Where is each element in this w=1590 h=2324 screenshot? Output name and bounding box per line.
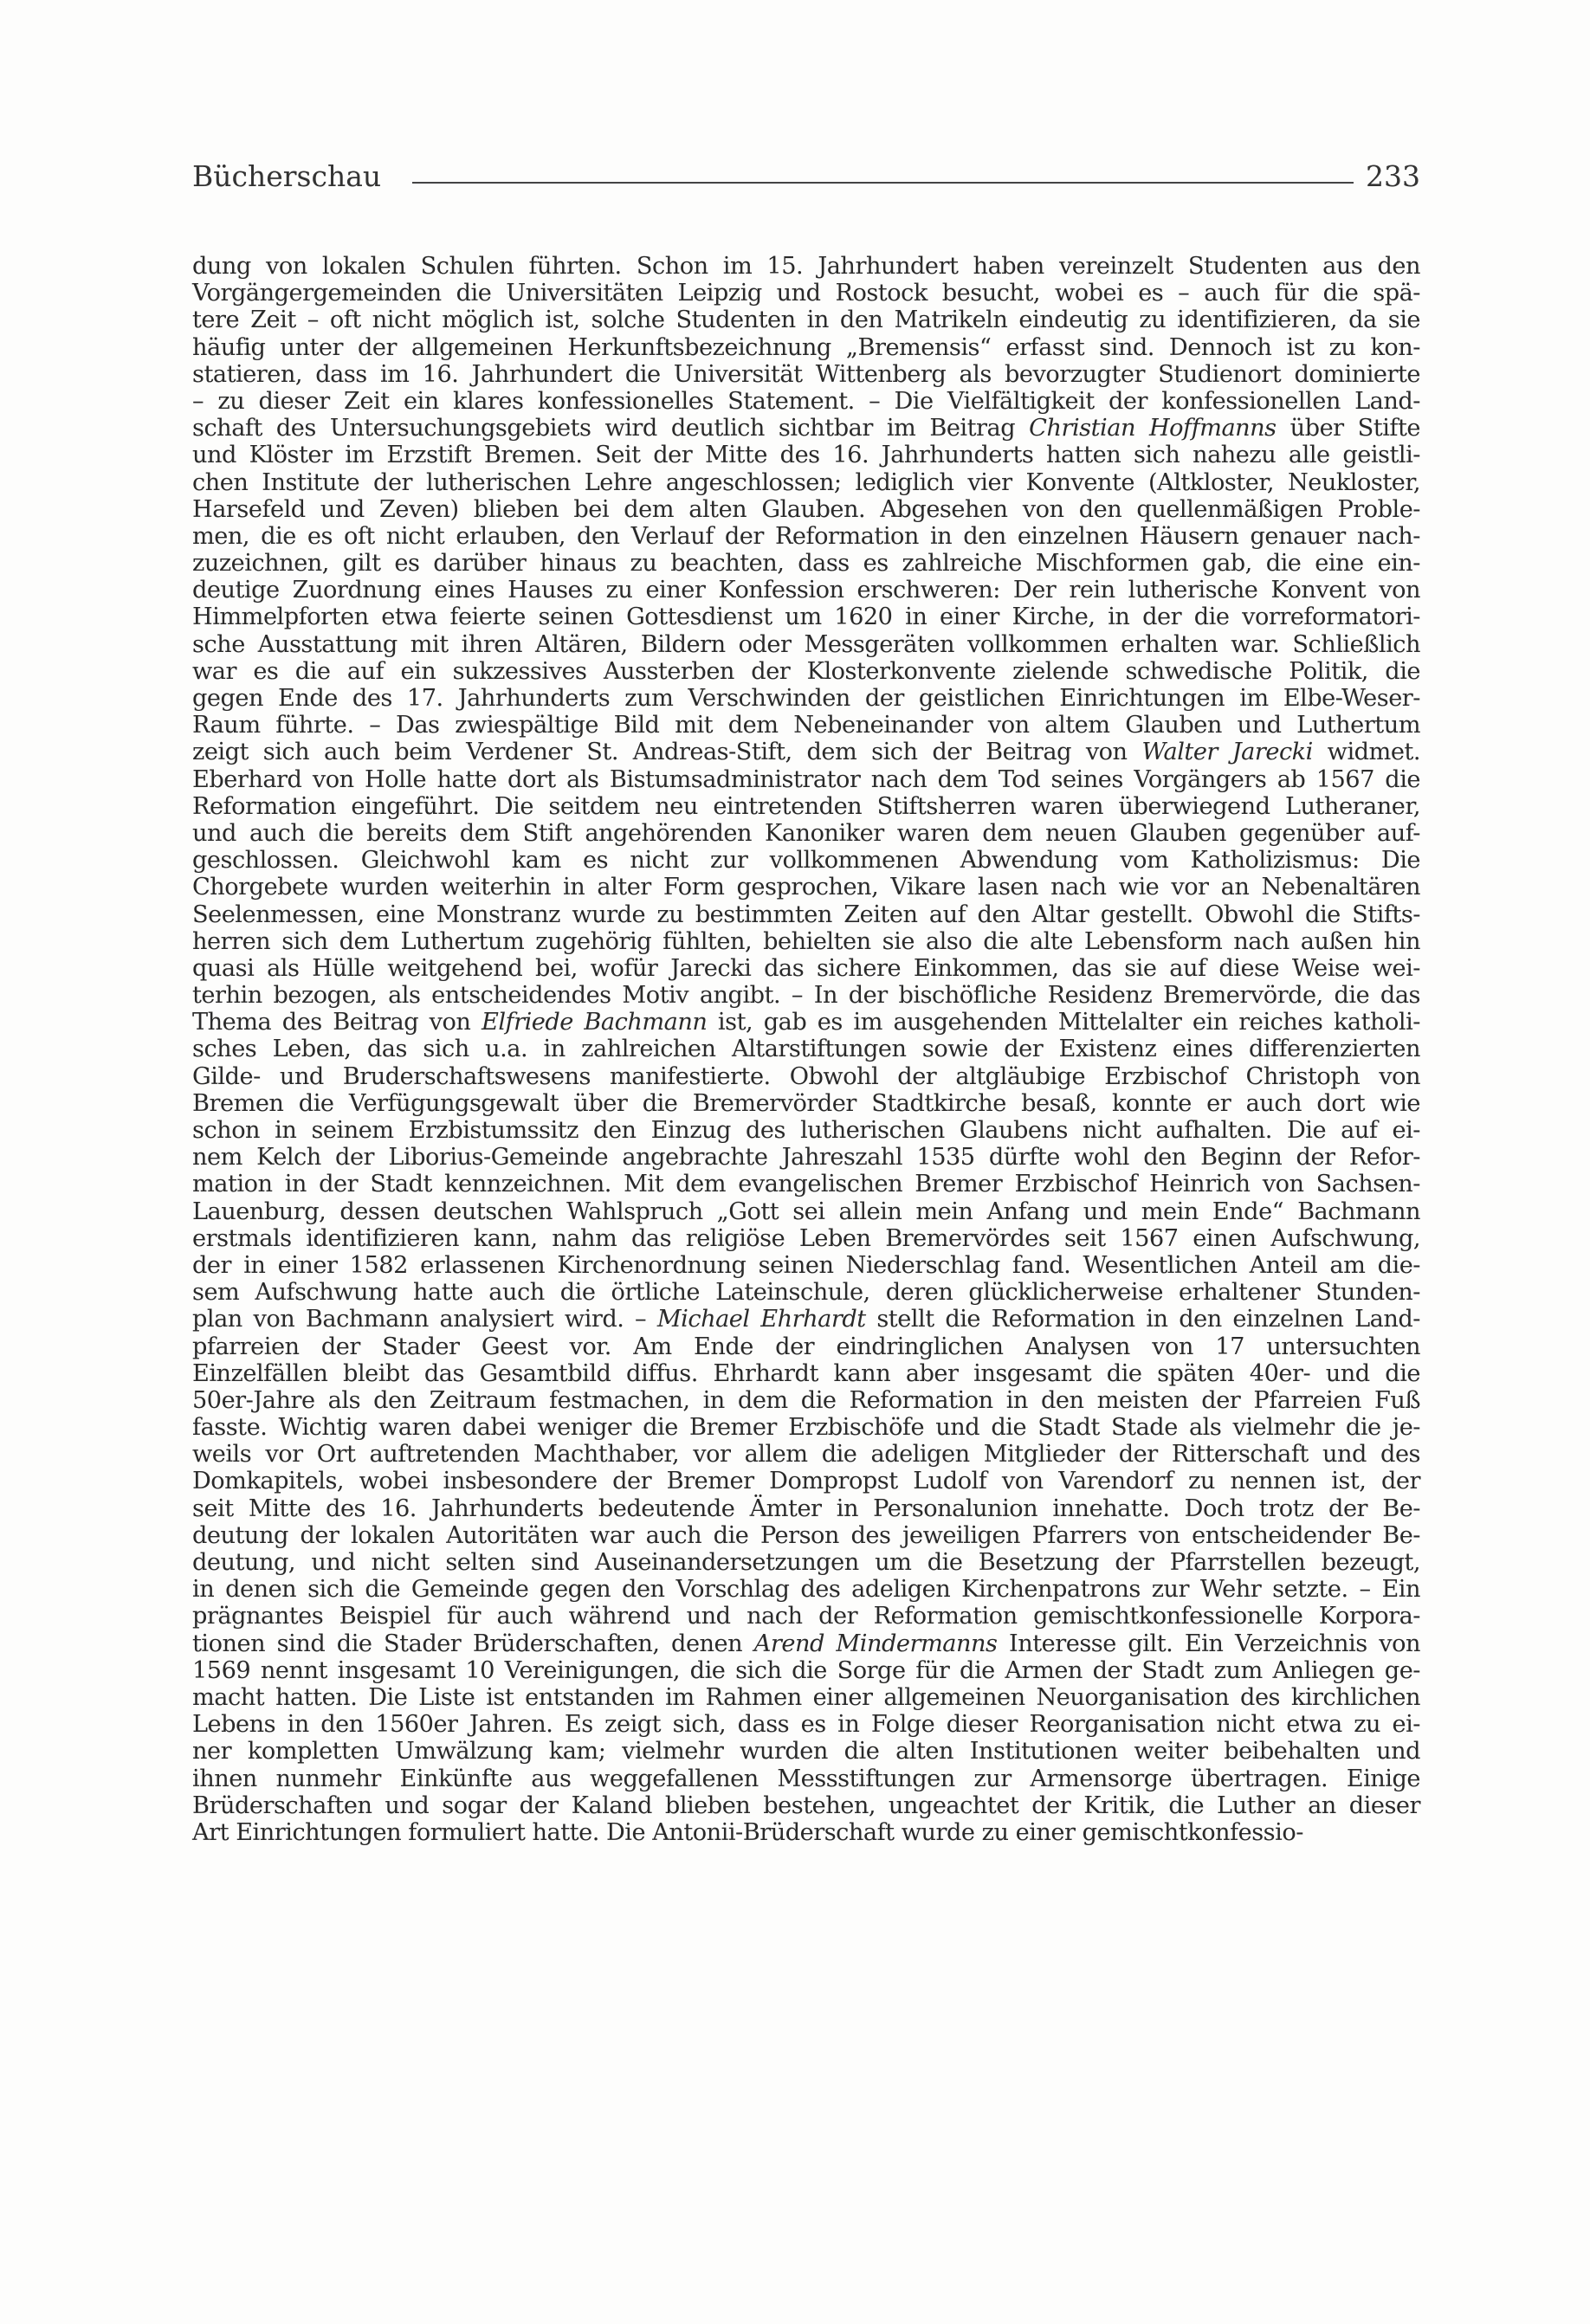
text-line: Raum führte. – Das zwiespältige Bild mit dem Nebeneinander von altem Glauben und Luthertum <box>192 712 1420 739</box>
text-line: erstmals identifizieren kann, nahm das religiöse Leben Bremervördes seit 1567 einen Aufschwung, <box>192 1224 1420 1252</box>
text-line: Art Einrichtungen formuliert hatte. Die Antonii-Brüderschaft wurde zu einer gemischtkonfessio- <box>192 1818 1303 1846</box>
text-line: Eberhard von Holle hatte dort als Bistumsadministrator nach dem Tod seines Vorgängers ab 1567 die <box>192 765 1420 793</box>
text-line: seit Mitte des 16. Jahrhunderts bedeutende Ämter in Personalunion innehatte. Doch trotz der Be- <box>192 1494 1420 1522</box>
header-rule <box>412 182 1354 184</box>
text-line: und auch die bereits dem Stift angehörenden Kanoniker waren dem neuen Glauben gegenüber auf- <box>192 819 1420 847</box>
running-header <box>192 152 1420 193</box>
text-line: nem Kelch der Liborius-Gemeinde angebrachte Jahreszahl 1535 dürfte wohl den Beginn der Refor- <box>192 1144 1420 1172</box>
text-line: und Klöster im Erzstift Bremen. Seit der Mitte des 16. Jahrhunderts hatten sich nahezu alle geistli- <box>192 442 1420 469</box>
page-number: 233 <box>1366 159 1420 193</box>
text-line: schon in seinem Erzbistumssitz den Einzug des lutherischen Glaubens nicht aufhalten. Die auf ei- <box>192 1117 1420 1144</box>
text-line: Himmelpforten etwa feierte seinen Gottesdienst um 1620 in einer Kirche, in der die vorreformatori- <box>192 604 1420 631</box>
text-line: ner kompletten Umwälzung kam; vielmehr wurden die alten Institutionen weiter beibehalten und <box>192 1738 1420 1766</box>
text-line: macht hatten. Die Liste ist entstanden im Rahmen einer allgemeinen Neuorganisation des kirchlichen <box>192 1683 1420 1711</box>
text-line: plan von Bachmann analysiert wird. – Michael Ehrhardt stellt die Reformation in den einzelnen Land- <box>192 1306 1420 1333</box>
text-line: dung von lokalen Schulen führten. Schon im 15. Jahrhundert haben vereinzelt Studenten aus den <box>192 253 1420 280</box>
text-line: geschlossen. Gleichwohl kam es nicht zur vollkommenen Abwendung vom Katholizismus: Die <box>192 847 1420 875</box>
text-line: quasi als Hülle weitgehend bei, wofür Jarecki das sichere Einkommen, das sie auf diese Weise wei- <box>192 954 1420 982</box>
text-line: weils vor Ort auftretenden Machthaber, vor allem die adeligen Mitglieder der Ritterschaft und des <box>192 1441 1420 1469</box>
text-line: tere Zeit – oft nicht möglich ist, solche Studenten in den Matrikeln eindeutig zu identifizieren, da sie <box>192 307 1420 334</box>
text-line: terhin bezogen, als entscheidendes Motiv angibt. – In der bischöfliche Residenz Bremervörde, die das <box>192 982 1420 1010</box>
text-line: prägnantes Beispiel für auch während und nach der Reformation gemischtkonfessionelle Korpora- <box>192 1603 1420 1630</box>
text-line: war es die auf ein sukzessives Aussterben der Klosterkonvente zielende schwedische Politik, die <box>192 657 1420 685</box>
text-line: statieren, dass im 16. Jahrhundert die Universität Wittenberg als bevorzugter Studienort dominierte <box>192 360 1420 388</box>
text-line: der in einer 1582 erlassenen Kirchenordnung seinen Niederschlag fand. Wesentlichen Anteil am die- <box>192 1251 1420 1279</box>
text-line: Vorgängergemeinden die Universitäten Leipzig und Rostock besucht, wobei es – auch für die spä- <box>192 280 1420 307</box>
text-line: häufig unter der allgemeinen Herkunftsbezeichnung „Bremensis“ erfasst sind. Dennoch ist zu kon- <box>192 333 1420 361</box>
text-line: Domkapitels, wobei insbesondere der Bremer Dompropst Ludolf von Varendorf zu nennen ist, der <box>192 1468 1420 1495</box>
text-line: gegen Ende des 17. Jahrhunderts zum Verschwinden der geistlichen Einrichtungen im Elbe-Weser- <box>192 685 1420 712</box>
text-line: deutige Zuordnung eines Hauses zu einer Konfession erschweren: Der rein lutherische Konvent von <box>192 577 1420 604</box>
text-line: sem Aufschwung hatte auch die örtliche Lateinschule, deren glücklicherweise erhaltener Stunden- <box>192 1279 1420 1307</box>
author-name: Arend Mindermanns <box>753 1630 998 1657</box>
text-line: Seelenmessen, eine Monstranz wurde zu bestimmten Zeiten auf den Altar gestellt. Obwohl die Stifts- <box>192 901 1420 928</box>
text-line: Einzelfällen bleibt das Gesamtbild diffus. Ehrhardt kann aber insgesamt die späten 40er- und die <box>192 1359 1420 1387</box>
text-line: mation in der Stadt kennzeichnen. Mit dem evangelischen Bremer Erzbischof Heinrich von Sachsen- <box>192 1171 1420 1198</box>
text-line: Brüderschaften und sogar der Kaland blieben bestehen, ungeachtet der Kritik, die Luther an dieser <box>192 1791 1420 1819</box>
text-line: – zu dieser Zeit ein klares konfessionelles Statement. – Die Vielfältigkeit der konfessionellen Land- <box>192 387 1420 415</box>
text-line: sches Leben, das sich u.a. in zahlreichen Altarstiftungen sowie der Existenz eines differenzierten <box>192 1036 1420 1063</box>
text-line: chen Institute der lutherischen Lehre angeschlossen; lediglich vier Konvente (Altkloster, Neukloster, <box>192 468 1420 496</box>
section-title: Bücherschau <box>192 159 382 193</box>
author-name: Michael Ehrhardt <box>656 1306 866 1333</box>
text-line: ihnen nunmehr Einkünfte aus weggefallenen Messstiftungen zur Armensorge übertragen. Einige <box>192 1765 1420 1792</box>
text-line: Reformation eingeführt. Die seitdem neu eintretenden Stiftsherren waren überwiegend Lutheraner, <box>192 792 1420 820</box>
text-line: deutung der lokalen Autoritäten war auch die Person des jeweiligen Pfarrers von entscheidender Be- <box>192 1521 1420 1549</box>
author-name: Walter Jarecki <box>1141 739 1313 766</box>
text-line: men, die es oft nicht erlauben, den Verlauf der Reformation in den einzelnen Häusern genauer nach- <box>192 522 1420 550</box>
text-line: Bremen die Verfügungsgewalt über die Bremervörder Stadtkirche besaß, konnte er auch dort wie <box>192 1089 1420 1117</box>
text-line: herren sich dem Luthertum zugehörig fühlten, behielten sie also die alte Lebensform nach außen hin <box>192 927 1420 955</box>
text-line: Lauenburg, dessen deutschen Wahlspruch „Gott sei allein mein Anfang und mein Ende“ Bachmann <box>192 1198 1420 1225</box>
text-line: fasste. Wichtig waren dabei weniger die Bremer Erzbischöfe und die Stadt Stade als vielmehr die je- <box>192 1414 1420 1442</box>
text-line: in denen sich die Gemeinde gegen den Vorschlag des adeligen Kirchenpatrons zur Wehr setzte. – Ein <box>192 1576 1420 1604</box>
text-line: Lebens in den 1560er Jahren. Es zeigt sich, dass es in Folge dieser Reorganisation nicht etwa zu ei- <box>192 1711 1420 1739</box>
text-line: Gilde- und Bruderschaftswesens manifestierte. Obwohl der altgläubige Erzbischof Christoph von <box>192 1062 1420 1090</box>
text-line: Harsefeld und Zeven) blieben bei dem alten Glauben. Abgesehen von den quellenmäßigen Proble- <box>192 495 1420 523</box>
text-line: 1569 nennt insgesamt 10 Vereinigungen, die sich die Sorge für die Armen der Stadt zum Anliegen ge- <box>192 1656 1420 1684</box>
body-text <box>192 253 1420 1846</box>
text-line: deutung, und nicht selten sind Auseinandersetzungen um die Besetzung der Pfarrstellen bezeugt, <box>192 1549 1420 1576</box>
author-name: Elfriede Bachmann <box>481 1009 708 1036</box>
author-name: Christian Hoffmanns <box>1029 415 1277 442</box>
text-line: Chorgebete wurden weiterhin in alter Form gesprochen, Vikare lasen nach wie vor an Nebenaltären <box>192 874 1420 901</box>
text-line: sche Ausstattung mit ihren Altären, Bildern oder Messgeräten vollkommen erhalten war. Schließlich <box>192 630 1420 658</box>
text-line: pfarreien der Stader Geest vor. Am Ende der eindringlichen Analysen von 17 untersuchten <box>192 1333 1420 1360</box>
text-line: zeigt sich auch beim Verdener St. Andreas-Stift, dem sich der Beitrag von Walter Jarecki widmet. <box>192 739 1420 766</box>
text-line: tionen sind die Stader Brüderschaften, denen Arend Mindermanns Interesse gilt. Ein Verzeichnis von <box>192 1630 1420 1657</box>
text-line: 50er-Jahre als den Zeitraum festmachen, in dem die Reformation in den meisten der Pfarreien Fuß <box>192 1386 1420 1414</box>
text-line: zuzeichnen, gilt es darüber hinaus zu beachten, dass es zahlreiche Mischformen gab, die eine ein- <box>192 550 1420 578</box>
text-line: Thema des Beitrag von Elfriede Bachmann ist, gab es im ausgehenden Mittelalter ein reiches katholi- <box>192 1009 1420 1036</box>
text-line: schaft des Untersuchungsgebiets wird deutlich sichtbar im Beitrag Christian Hoffmanns über Stifte <box>192 415 1420 442</box>
